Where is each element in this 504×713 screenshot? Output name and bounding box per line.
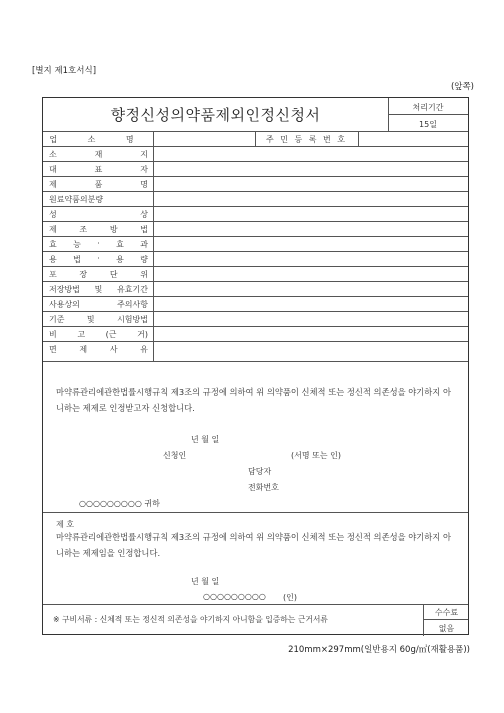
certificate-number: 제 호	[56, 520, 74, 529]
certificate-date: 년 월 일	[191, 577, 220, 586]
business-name-label: 업 소 명	[49, 135, 148, 144]
paper-spec: 210mm×297mm(일반용지 60g/㎡(재활용품))	[288, 645, 470, 655]
processing-period-value: 15일	[419, 120, 437, 129]
field-value[interactable]	[154, 326, 468, 341]
divider	[43, 191, 468, 192]
divider	[43, 311, 468, 312]
application-form	[42, 97, 469, 635]
field-label: 효 능 · 효 과	[49, 239, 148, 249]
field-label: 제 품 명	[49, 180, 148, 189]
recipient: ○○○○○○○○○ 귀하	[79, 499, 160, 508]
divider	[423, 619, 468, 620]
field-value[interactable]	[154, 146, 468, 161]
field-value[interactable]	[154, 296, 468, 311]
application-date: 년 월 일	[191, 435, 220, 444]
divider	[43, 341, 468, 342]
field-label: 비 고 (근 거)	[49, 330, 148, 339]
applicant-label: 신청인	[163, 451, 187, 460]
divider	[43, 266, 468, 267]
divider	[388, 114, 468, 115]
divider	[43, 604, 468, 605]
field-value[interactable]	[154, 176, 468, 191]
processing-period-label: 처리기간	[412, 103, 444, 112]
divider	[43, 326, 468, 327]
field-label: 포 장 단 위	[49, 270, 148, 279]
field-value[interactable]	[154, 221, 468, 236]
resident-number-label: 주 민 등 록 번 호	[265, 135, 348, 144]
field-label: 저장방법 및 유효기간	[49, 285, 148, 294]
divider	[43, 176, 468, 177]
fee-value: 없음	[438, 624, 455, 633]
issuer: ○○○○○○○○○	[203, 592, 266, 601]
divider	[43, 296, 468, 297]
field-value[interactable]	[154, 251, 468, 266]
field-label: 대 표 자	[49, 165, 148, 174]
field-value[interactable]	[154, 236, 468, 251]
field-label: 소 재 지	[49, 150, 148, 159]
seal-label: (인)	[283, 593, 297, 602]
divider	[43, 161, 468, 162]
field-label: 면 제 사 유	[49, 345, 148, 354]
required-documents: ※ 구비서류 : 신체적 또는 정신적 의존성을 야기하지 아니함을 입증하는 근거서류	[53, 615, 328, 624]
divider	[43, 361, 468, 362]
field-value[interactable]	[154, 161, 468, 176]
divider	[358, 131, 359, 146]
fee-label: 수수료	[434, 608, 459, 617]
divider	[43, 206, 468, 207]
field-value[interactable]	[154, 206, 468, 221]
field-value[interactable]	[154, 311, 468, 326]
field-value[interactable]	[154, 281, 468, 296]
phone-label: 전화번호	[248, 483, 279, 492]
field-label: 용 법 · 용 량	[49, 254, 148, 264]
certificate-text: 마약류관리에관한법률시행규칙 제3조의 규정에 의하여 위 의약품이 신체적 또는 정신적 의존성을 야기하지 아니하는 제제임을 인정합니다.	[56, 532, 451, 558]
field-value[interactable]	[154, 191, 468, 206]
signature-label: (서명 또는 인)	[291, 451, 341, 460]
contact-person-label: 담당자	[248, 467, 272, 476]
divider	[43, 512, 468, 513]
page-side-label: (앞쪽)	[450, 82, 474, 92]
divider	[43, 236, 468, 237]
form-id: [별지 제1호서식]	[32, 66, 97, 76]
field-label: 성 상	[49, 210, 148, 219]
field-label: 기준 및 시험방법	[49, 315, 148, 324]
field-label: 사용상의 주의사항	[49, 300, 148, 309]
field-value[interactable]	[154, 266, 468, 281]
field-label: 원료약품의분량	[49, 195, 104, 204]
divider	[43, 221, 468, 222]
application-text: 마약류관리에관한법률시행규칙 제3조의 규정에 의하여 위 의약품이 신체적 또는 정신적 의존성을 야기하지 아니하는 제제로 인정받고자 신청합니다.	[56, 387, 451, 413]
divider	[43, 251, 468, 252]
form-title: 향정신성의약품제외인정신청서	[110, 106, 321, 124]
field-value[interactable]	[154, 341, 468, 356]
field-label: 제 조 방 법	[49, 225, 148, 234]
divider	[43, 281, 468, 282]
